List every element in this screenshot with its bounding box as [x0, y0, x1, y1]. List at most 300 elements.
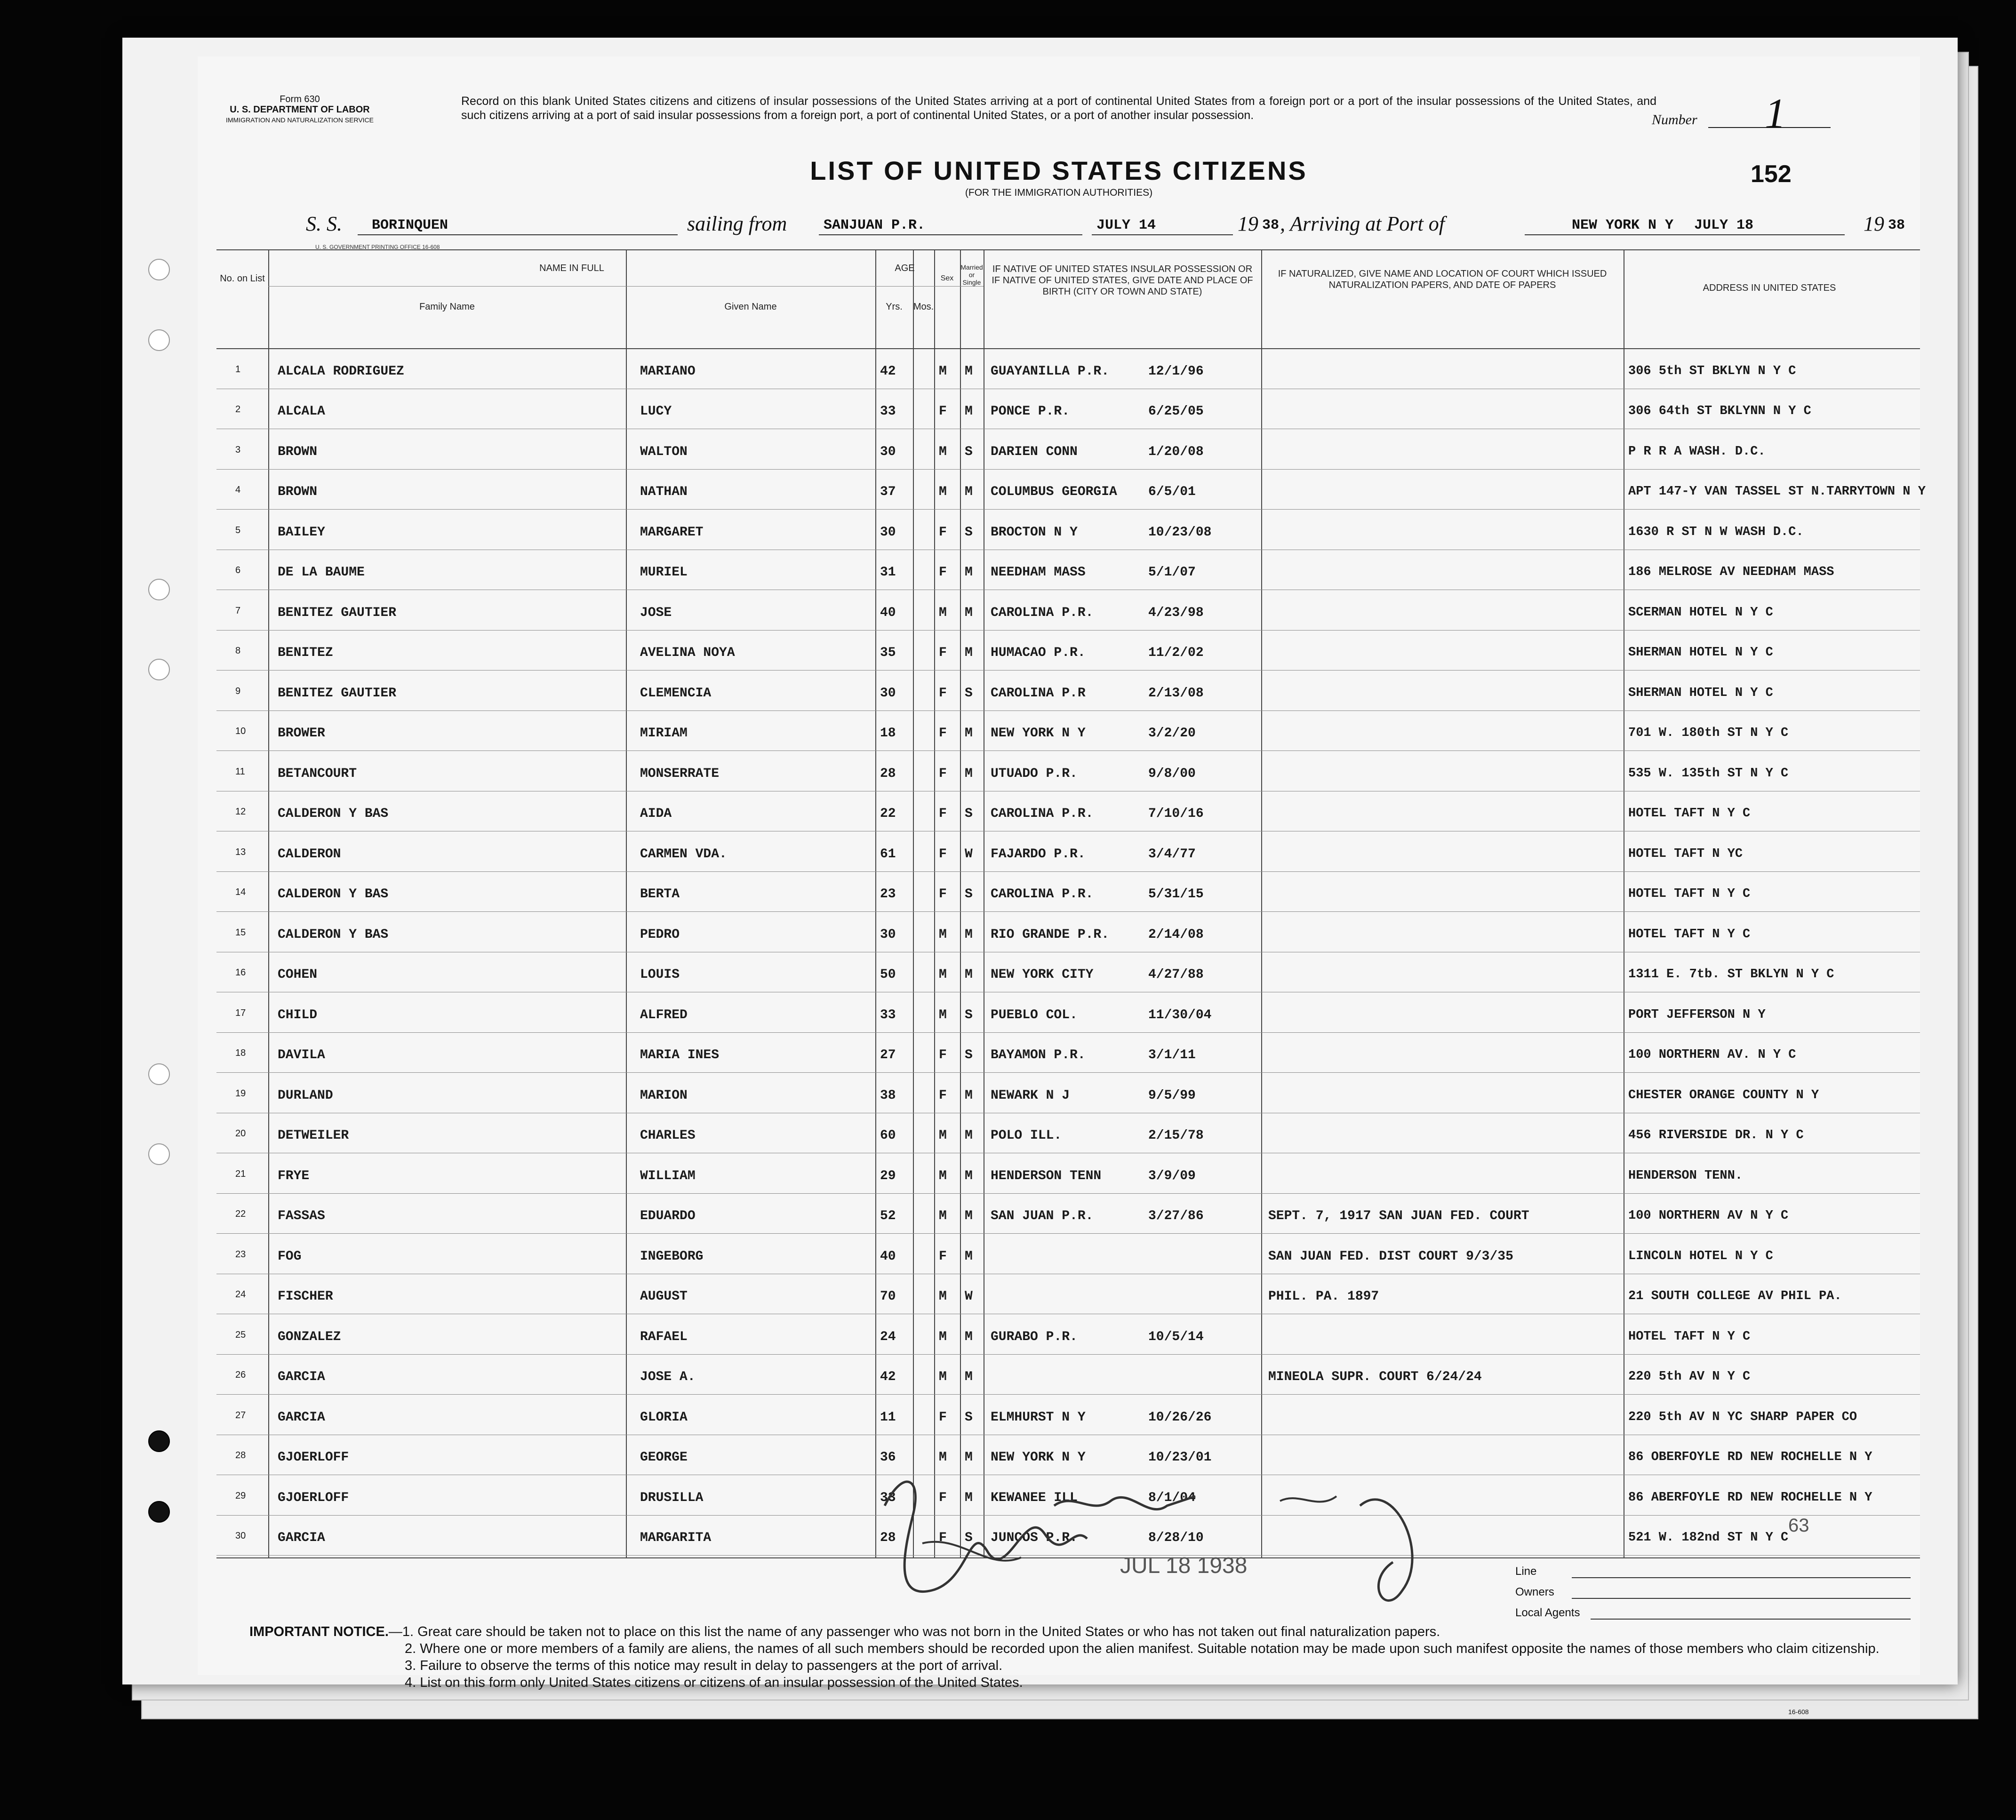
cell-no: 21 — [235, 1168, 246, 1179]
cell-status: M — [965, 726, 973, 741]
col-rule — [913, 249, 914, 1557]
cell-status: W — [965, 1289, 973, 1304]
cell-status: M — [965, 1329, 973, 1344]
cell-age: 40 — [880, 1249, 896, 1264]
header-family-name: Family Name — [419, 302, 475, 312]
header-yrs: Yrs. — [886, 302, 903, 312]
cell-date: 2/13/08 — [1148, 686, 1204, 701]
cell-place: CAROLINA P.R. — [991, 806, 1094, 821]
cell-no: 2 — [235, 404, 241, 415]
cell-address: HOTEL TAFT N Y C — [1628, 1329, 1751, 1344]
cell-address: APT 147-Y VAN TASSEL ST N.TARRYTOWN N Y — [1628, 485, 1926, 499]
cell-address: 220 5th AV N Y C — [1628, 1370, 1751, 1384]
cell-sex: F — [939, 1088, 947, 1103]
cell-place: RIO GRANDE P.R. — [991, 927, 1110, 942]
notice-text-1: —1. Great care should be taken not to place on this list the name of any passenger who was not born in the United States or who has not taken out final naturalization papers. — [388, 1624, 1440, 1639]
bottom-signoff — [1515, 1562, 1911, 1624]
cell-age: 37 — [880, 485, 896, 499]
cell-no: 25 — [235, 1329, 246, 1340]
cell-no: 13 — [235, 846, 246, 857]
cell-status: M — [965, 565, 973, 580]
cell-family: BROWER — [278, 726, 325, 741]
number-label: Number — [1652, 112, 1697, 128]
cell-family: CALDERON — [278, 846, 341, 862]
cell-date: 5/1/07 — [1148, 565, 1196, 580]
cell-family: GARCIA — [278, 1370, 325, 1384]
cell-age: 61 — [880, 846, 896, 862]
cell-age: 40 — [880, 605, 896, 620]
cell-address: LINCOLN HOTEL N Y C — [1628, 1249, 1773, 1263]
cell-family: CALDERON Y BAS — [278, 887, 389, 902]
date-stamp: JUL 18 1938 — [1120, 1553, 1248, 1578]
owners-label: Owners — [1515, 1586, 1554, 1598]
cell-place: CAROLINA P.R — [991, 686, 1086, 701]
cell-place: FAJARDO P.R. — [991, 846, 1086, 862]
row-rule — [216, 1032, 1920, 1033]
annotation-number: 63 — [1788, 1515, 1809, 1536]
inspector-signature — [866, 1449, 1525, 1619]
cell-given: MARGARET — [640, 525, 704, 540]
cell-date: 3/4/77 — [1148, 846, 1196, 862]
cell-age: 52 — [880, 1209, 896, 1223]
cell-place: HUMACAO P.R. — [991, 646, 1086, 660]
cell-sex: M — [939, 1209, 947, 1223]
cell-address: 521 W. 182nd ST N Y C — [1628, 1531, 1789, 1545]
cell-age: 11 — [880, 1410, 896, 1425]
cell-no: 26 — [235, 1370, 246, 1380]
cell-status: M — [965, 646, 973, 660]
cell-address: 100 NORTHERN AV N Y C — [1628, 1209, 1789, 1223]
cell-no: 28 — [235, 1450, 246, 1461]
cell-given: CARMEN VDA. — [640, 846, 727, 862]
header-bottom-rule — [216, 348, 1920, 349]
header-mos: Mos. — [913, 302, 934, 312]
cell-sex: F — [939, 525, 947, 540]
cell-no: 6 — [235, 565, 241, 575]
cell-given: INGEBORG — [640, 1249, 704, 1264]
row-rule — [216, 871, 1920, 872]
cell-naturalized: SEPT. 7, 1917 SAN JUAN FED. COURT — [1268, 1209, 1529, 1223]
cell-place: NEW YORK N Y — [991, 726, 1086, 741]
cell-no: 22 — [235, 1209, 246, 1219]
cell-status: M — [965, 1168, 973, 1183]
cell-address: HOTEL TAFT N YC — [1628, 846, 1743, 861]
cell-family: GJOERLOFF — [278, 1490, 349, 1505]
departure-year: 38 — [1262, 217, 1280, 233]
cell-status: M — [965, 1490, 973, 1505]
arriving-label: , Arriving at Port of — [1280, 212, 1445, 235]
cell-address: HOTEL TAFT N Y C — [1628, 887, 1751, 901]
department-name: U. S. DEPARTMENT OF LABOR — [230, 104, 370, 115]
cell-date: 1/20/08 — [1148, 444, 1204, 459]
cell-date: 10/26/26 — [1148, 1410, 1212, 1425]
cell-date: 6/5/01 — [1148, 485, 1196, 499]
cell-age: 50 — [880, 967, 896, 982]
cell-sex: F — [939, 846, 947, 862]
cell-given: WILLIAM — [640, 1168, 696, 1183]
row-rule — [216, 1354, 1920, 1355]
row-rule — [216, 911, 1920, 912]
cell-family: COHEN — [278, 967, 318, 982]
page-subtitle: (FOR THE IMMIGRATION AUTHORITIES) — [965, 187, 1153, 198]
cell-address: 306 64th ST BKLYNN N Y C — [1628, 404, 1811, 418]
cell-status: M — [965, 404, 973, 419]
cell-no: 11 — [235, 766, 245, 777]
cell-no: 5 — [235, 525, 241, 535]
cell-sex: F — [939, 726, 947, 741]
binder-hole — [148, 1501, 170, 1523]
cell-no: 15 — [235, 927, 246, 938]
notice-item-1 — [249, 1623, 1896, 1640]
cell-age: 33 — [880, 1007, 896, 1022]
departure-date: JULY 14 — [1096, 217, 1156, 233]
cell-sex: M — [939, 1370, 947, 1384]
header-age: AGE — [895, 263, 915, 273]
binder-hole — [148, 579, 170, 600]
cell-place: UTUADO P.R. — [991, 766, 1078, 781]
cell-no: 12 — [235, 806, 246, 817]
cell-no: 3 — [235, 444, 241, 455]
cell-age: 18 — [880, 726, 896, 741]
cell-place: PUEBLO COL. — [991, 1007, 1078, 1022]
cell-naturalized: SAN JUAN FED. DIST COURT 9/3/35 — [1268, 1249, 1513, 1264]
cell-place: GUAYANILLA P.R. — [991, 364, 1110, 379]
notice-item-2: 2. Where one or more members of a family are aliens, the names of all such members should be recorded upon the alien manifest. Suitable notation may be made upon such manifest opposite the names of those members who claim citizenship. — [405, 1641, 1880, 1656]
cell-naturalized: PHIL. PA. 1897 — [1268, 1289, 1379, 1304]
cell-sex: M — [939, 1329, 947, 1344]
arrival-year: 38 — [1888, 217, 1905, 233]
cell-family: DURLAND — [278, 1088, 333, 1103]
cell-place: GURABO P.R. — [991, 1329, 1078, 1344]
cell-date: 2/15/78 — [1148, 1128, 1204, 1143]
cell-no: 19 — [235, 1088, 246, 1099]
cell-no: 8 — [235, 646, 241, 656]
cell-sex: F — [939, 766, 947, 781]
cell-address: HENDERSON TENN. — [1628, 1168, 1743, 1183]
cell-address: 220 5th AV N YC SHARP PAPER CO — [1628, 1410, 1857, 1424]
binder-hole — [148, 1143, 170, 1165]
cell-status: M — [965, 1249, 973, 1264]
cell-family: GJOERLOFF — [278, 1450, 349, 1465]
header-naturalization: IF NATURALIZED, GIVE NAME AND LOCATION OF COURT WHICH ISSUED NATURALIZATION PAPERS, AND DATE OF PAPERS — [1278, 269, 1607, 290]
cell-age: 70 — [880, 1289, 896, 1304]
ship-underline — [358, 234, 678, 235]
binder-hole — [148, 659, 170, 680]
form-code: 16-608 — [1788, 1708, 1809, 1716]
departure-date-underline — [1092, 234, 1233, 235]
cell-given: MARION — [640, 1088, 688, 1103]
cell-family: ALCALA RODRIGUEZ — [278, 364, 404, 379]
cell-sex: F — [939, 887, 947, 902]
cell-no: 9 — [235, 686, 241, 696]
cell-age: 38 — [880, 1088, 896, 1103]
cell-address: 456 RIVERSIDE DR. N Y C — [1628, 1128, 1804, 1142]
departure-year-prefix: 19 — [1238, 212, 1258, 235]
cell-family: BROWN — [278, 444, 318, 459]
cell-status: M — [965, 927, 973, 942]
cell-sex: F — [939, 646, 947, 660]
cell-sex: F — [939, 1249, 947, 1264]
row-rule — [216, 1193, 1920, 1194]
cell-given: NATHAN — [640, 485, 688, 499]
cell-status: M — [965, 766, 973, 781]
row-rule — [216, 630, 1920, 631]
row-rule — [216, 509, 1920, 510]
cell-sex: M — [939, 485, 947, 499]
cell-date: 7/10/16 — [1148, 806, 1204, 821]
cell-place: POLO ILL. — [991, 1128, 1062, 1143]
col-rule — [934, 249, 935, 1557]
cell-age: 42 — [880, 1370, 896, 1384]
local-agents-field — [1515, 1604, 1911, 1624]
cell-date: 3/1/11 — [1148, 1048, 1196, 1062]
cell-place: NEEDHAM MASS — [991, 565, 1086, 580]
cell-age: 22 — [880, 806, 896, 821]
cell-sex: F — [939, 1048, 947, 1062]
cell-family: CALDERON Y BAS — [278, 806, 389, 821]
cell-given: GEORGE — [640, 1450, 688, 1465]
cell-date: 2/14/08 — [1148, 927, 1204, 942]
cell-address: CHESTER ORANGE COUNTY N Y — [1628, 1088, 1819, 1102]
cell-address: 535 W. 135th ST N Y C — [1628, 766, 1789, 781]
cell-date: 3/2/20 — [1148, 726, 1196, 741]
cell-age: 28 — [880, 1531, 896, 1545]
row-rule — [216, 1233, 1920, 1234]
cell-given: MONSERRATE — [640, 766, 720, 781]
cell-given: AVELINA NOYA — [640, 646, 735, 660]
cell-address: 21 SOUTH COLLEGE AV PHIL PA. — [1628, 1289, 1842, 1303]
cell-place: DARIEN CONN — [991, 444, 1078, 459]
header-sex: Sex — [940, 274, 954, 282]
cell-family: CHILD — [278, 1007, 318, 1022]
cell-given: AUGUST — [640, 1289, 688, 1304]
notice-heading: IMPORTANT NOTICE. — [249, 1624, 389, 1639]
cell-given: LOUIS — [640, 967, 680, 982]
cell-given: DRUSILLA — [640, 1490, 704, 1505]
cell-address: 701 W. 180th ST N Y C — [1628, 726, 1789, 740]
cell-given: MARIANO — [640, 364, 696, 379]
cell-age: 31 — [880, 565, 896, 580]
cell-given: EDUARDO — [640, 1209, 696, 1223]
cell-given: MIRIAM — [640, 726, 688, 741]
print-code: U. S. GOVERNMENT PRINTING OFFICE 16-608 — [315, 244, 440, 250]
cell-no: 10 — [235, 726, 246, 736]
binder-hole — [148, 1430, 170, 1452]
cell-place: KEWANEE ILL — [991, 1490, 1078, 1505]
cell-status: M — [965, 1450, 973, 1465]
row-rule — [216, 670, 1920, 671]
col-rule — [1261, 249, 1262, 1557]
cell-family: BENITEZ — [278, 646, 333, 660]
binder-hole — [148, 329, 170, 351]
cell-place: HENDERSON TENN — [991, 1168, 1102, 1183]
cell-age: 30 — [880, 686, 896, 701]
cell-status: M — [965, 1209, 973, 1223]
header-given-name: Given Name — [724, 302, 777, 312]
cell-no: 23 — [235, 1249, 246, 1260]
cell-place: SAN JUAN P.R. — [991, 1209, 1094, 1223]
cell-status: M — [965, 1128, 973, 1143]
cell-date: 10/23/08 — [1148, 525, 1212, 540]
voyage-line — [198, 212, 1920, 240]
cell-age: 42 — [880, 364, 896, 379]
cell-sex: M — [939, 1450, 947, 1465]
binder-hole — [148, 259, 170, 280]
header-no: No. on List — [220, 273, 265, 284]
page-stamp-number: 152 — [1751, 160, 1792, 188]
cell-no: 16 — [235, 967, 246, 978]
cell-sex: F — [939, 1490, 947, 1505]
cell-status: S — [965, 686, 973, 701]
row-rule — [216, 1394, 1920, 1395]
owners-field — [1515, 1583, 1911, 1604]
cell-no: 20 — [235, 1128, 246, 1139]
cell-given: WALTON — [640, 444, 688, 459]
ship-name: BORINQUEN — [372, 217, 448, 233]
form-identifier — [226, 94, 374, 125]
cell-age: 33 — [880, 404, 896, 419]
cell-sex: M — [939, 967, 947, 982]
cell-place: NEWARK N J — [991, 1088, 1070, 1103]
cell-status: S — [965, 444, 973, 459]
cell-status: S — [965, 1531, 973, 1545]
cell-age: 60 — [880, 1128, 896, 1143]
cell-no: 14 — [235, 887, 246, 897]
cell-status: S — [965, 525, 973, 540]
local-agents-underline — [1591, 1619, 1911, 1620]
cell-sex: F — [939, 1531, 947, 1545]
row-rule — [216, 710, 1920, 711]
cell-age: 24 — [880, 1329, 896, 1344]
page-title: LIST OF UNITED STATES CITIZENS — [810, 156, 1308, 185]
cell-status: M — [965, 967, 973, 982]
cell-place: NEW YORK CITY — [991, 967, 1094, 982]
cell-family: BETANCOURT — [278, 766, 357, 781]
cell-sex: M — [939, 1007, 947, 1022]
cell-age: 33 — [880, 1490, 896, 1505]
cell-sex: F — [939, 1410, 947, 1425]
cell-age: 35 — [880, 646, 896, 660]
cell-family: BENITEZ GAUTIER — [278, 605, 397, 620]
important-notice — [249, 1623, 1896, 1691]
cell-date: 8/28/10 — [1148, 1531, 1204, 1545]
passenger-table — [216, 249, 1926, 1557]
cell-sex: M — [939, 364, 947, 379]
cell-age: 27 — [880, 1048, 896, 1062]
cell-address: SCERMAN HOTEL N Y C — [1628, 605, 1773, 620]
line-field — [1515, 1562, 1911, 1583]
cell-address: 1311 E. 7tb. ST BKLYN N Y C — [1628, 967, 1834, 982]
arrival-underline — [1525, 234, 1845, 235]
owners-underline — [1572, 1598, 1911, 1599]
cell-date: 8/1/04 — [1148, 1490, 1196, 1505]
cell-sex: F — [939, 806, 947, 821]
col-rule — [875, 249, 876, 1557]
cell-no: 30 — [235, 1531, 246, 1541]
cell-date: 9/8/00 — [1148, 766, 1196, 781]
cell-date: 12/1/96 — [1148, 364, 1204, 379]
cell-sex: M — [939, 1128, 947, 1143]
document-page — [122, 38, 1958, 1716]
cell-place: ELMHURST N Y — [991, 1410, 1086, 1425]
departure-port-underline — [819, 234, 1082, 235]
cell-status: M — [965, 605, 973, 620]
cell-place: BROCTON N Y — [991, 525, 1078, 540]
cell-date: 10/23/01 — [1148, 1450, 1212, 1465]
cell-age: 30 — [880, 525, 896, 540]
header-name-in-full: NAME IN FULL — [539, 263, 604, 273]
cell-family: BAILEY — [278, 525, 325, 540]
list-number: 1 — [1765, 90, 1786, 137]
cell-family: DETWEILER — [278, 1128, 349, 1143]
departure-port: SANJUAN P.R. — [824, 217, 926, 233]
line-underline — [1572, 1577, 1911, 1578]
cell-no: 17 — [235, 1007, 246, 1018]
cell-address: 186 MELROSE AV NEEDHAM MASS — [1628, 565, 1834, 579]
cell-date: 5/31/15 — [1148, 887, 1204, 902]
cell-family: BROWN — [278, 485, 318, 499]
cell-place: CAROLINA P.R. — [991, 887, 1094, 902]
cell-place: BAYAMON P.R. — [991, 1048, 1086, 1062]
cell-status: S — [965, 806, 973, 821]
cell-family: ALCALA — [278, 404, 325, 419]
binder-hole — [148, 1063, 170, 1085]
arrival-date: JULY 18 — [1694, 217, 1754, 233]
cell-date: 4/27/88 — [1148, 967, 1204, 982]
form-preamble: Record on this blank United States citizens and citizens of insular possessions of the United States arriving at a port of continental United States from a foreign port or a port of the insular possessions of the United States, and such citizens arriving at a port of said insular possessions from a foreign port, a port of continental United States, or a port of another insular possession. — [461, 95, 1656, 122]
cell-given: GLORIA — [640, 1410, 688, 1425]
form-sheet — [198, 56, 1926, 1716]
cell-given: MURIEL — [640, 565, 688, 580]
cell-date: 6/25/05 — [1148, 404, 1204, 419]
cell-no: 27 — [235, 1410, 246, 1421]
cell-family: FASSAS — [278, 1209, 325, 1223]
cell-family: GONZALEZ — [278, 1329, 341, 1344]
form-number: Form 630 — [280, 94, 320, 104]
col-rule — [626, 249, 627, 1557]
cell-address: PORT JEFFERSON N Y — [1628, 1007, 1766, 1022]
cell-family: FISCHER — [278, 1289, 333, 1304]
cell-sex: M — [939, 444, 947, 459]
cell-family: GARCIA — [278, 1531, 325, 1545]
header-name-split — [268, 286, 984, 287]
cell-given: MARGARITA — [640, 1531, 712, 1545]
cell-no: 18 — [235, 1048, 246, 1058]
ss-label: S. S. — [306, 212, 342, 235]
row-rule — [216, 469, 1920, 470]
cell-age: 29 — [880, 1168, 896, 1183]
cell-place: NEW YORK N Y — [991, 1450, 1086, 1465]
cell-place: COLUMBUS GEORGIA — [991, 485, 1117, 499]
cell-sex: M — [939, 927, 947, 942]
cell-age: 23 — [880, 887, 896, 902]
cell-status: S — [965, 1007, 973, 1022]
cell-place: PONCE P.R. — [991, 404, 1070, 419]
cell-status: M — [965, 485, 973, 499]
cell-family: DAVILA — [278, 1048, 325, 1062]
cell-status: S — [965, 1410, 973, 1425]
cell-status: M — [965, 1088, 973, 1103]
cell-age: 28 — [880, 766, 896, 781]
sailing-from-label: sailing from — [687, 212, 787, 235]
cell-status: W — [965, 846, 973, 862]
cell-date: 4/23/98 — [1148, 605, 1204, 620]
cell-given: MARIA INES — [640, 1048, 720, 1062]
cell-given: PEDRO — [640, 927, 680, 942]
cell-address: 1630 R ST N W WASH D.C. — [1628, 525, 1804, 539]
cell-naturalized: MINEOLA SUPR. COURT 6/24/24 — [1268, 1370, 1482, 1384]
cell-family: BENITEZ GAUTIER — [278, 686, 397, 701]
